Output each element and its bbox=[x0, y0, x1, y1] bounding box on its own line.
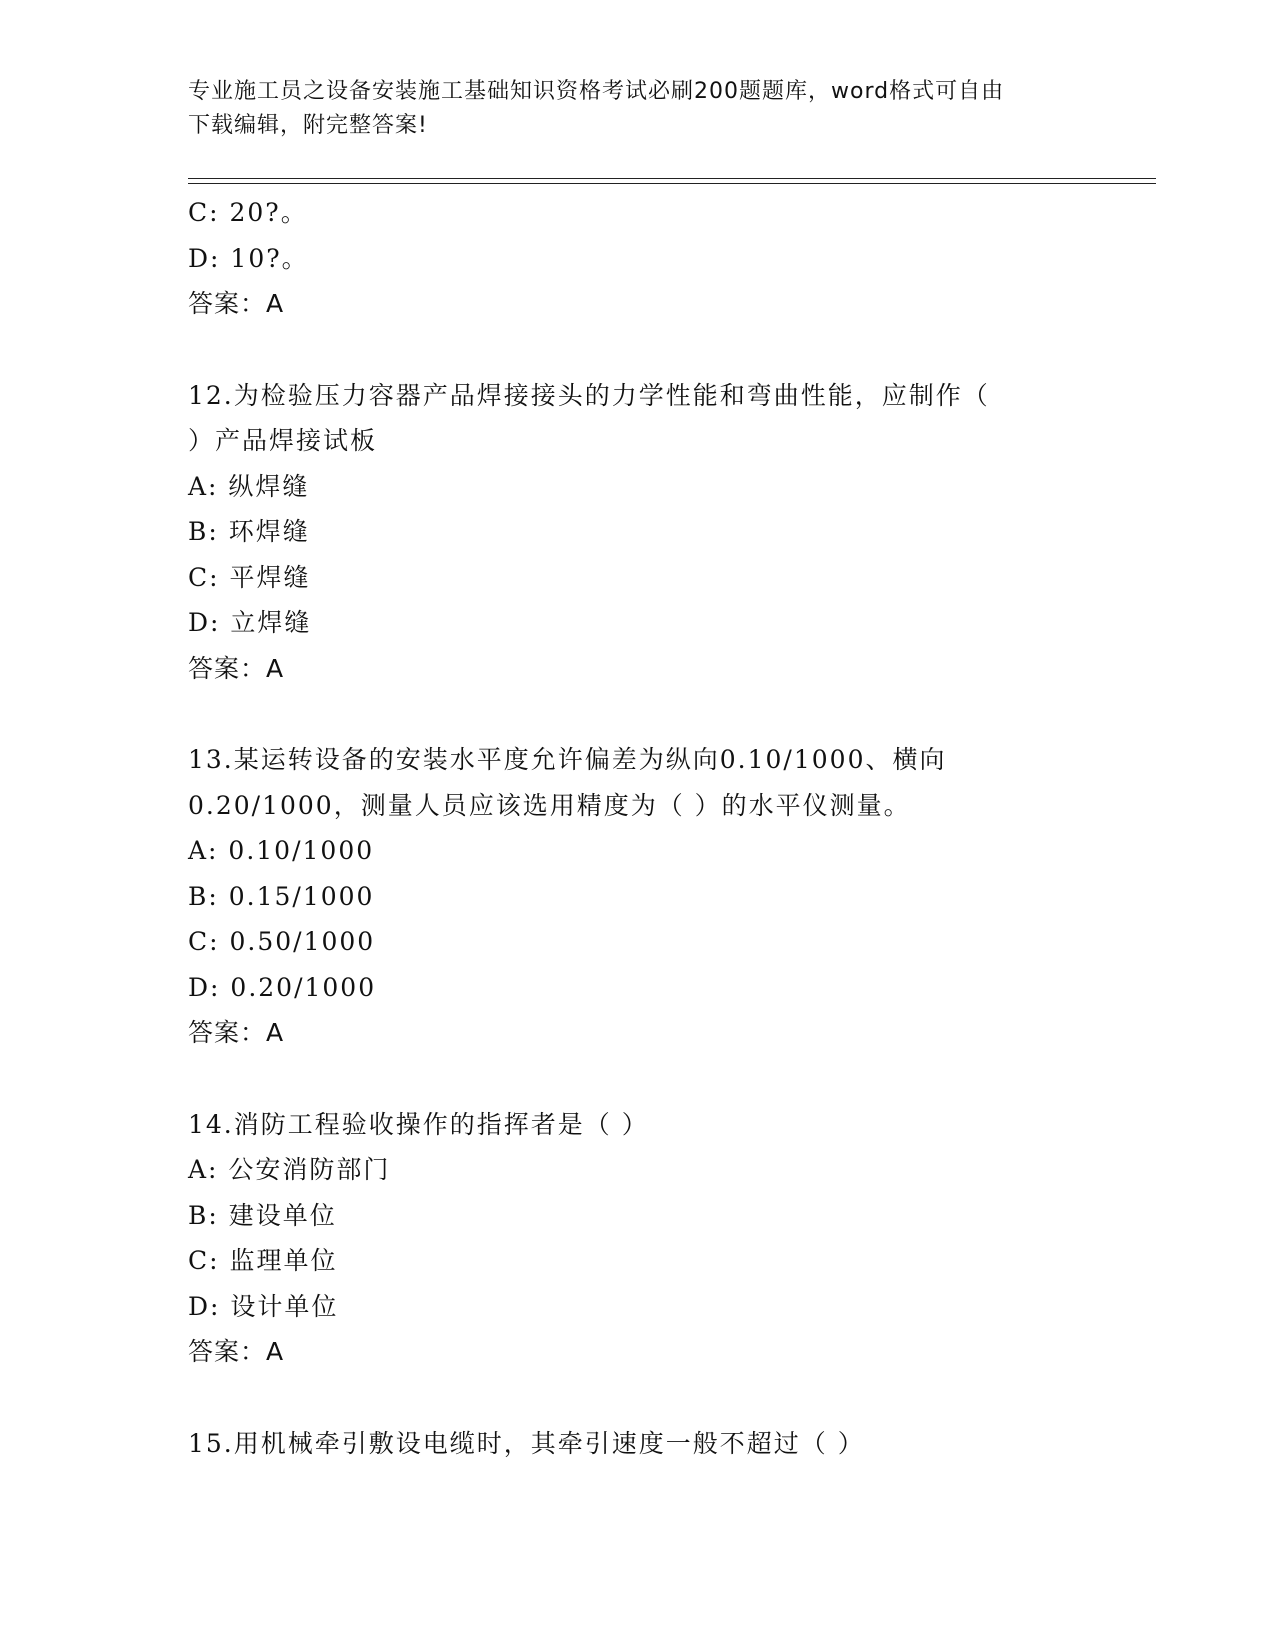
spacer bbox=[188, 327, 1088, 373]
answer-line: 答案：A bbox=[188, 289, 285, 318]
question-stem-continued: 0.20/1000，测量人员应该选用精度为（ ）的水平仪测量。 bbox=[188, 790, 911, 820]
question-stem: 14.消防工程验收操作的指挥者是（ ） bbox=[188, 1109, 649, 1139]
question-stem: 13.某运转设备的安装水平度允许偏差为纵向0.10/1000、横向 bbox=[188, 745, 947, 774]
answer-line: 答案：A bbox=[188, 653, 285, 683]
question-12 bbox=[188, 373, 1088, 692]
option-d: D: 0.20/1000 bbox=[188, 972, 377, 1002]
option-a: A: 0.10/1000 bbox=[188, 836, 375, 865]
document-header bbox=[188, 75, 1068, 143]
option-a: A: 纵焊缝 bbox=[188, 471, 310, 501]
option-a: A: 公安消防部门 bbox=[188, 1155, 391, 1184]
option-b: B: 环焊缝 bbox=[188, 517, 310, 546]
option-d: D: 设计单位 bbox=[188, 1291, 339, 1321]
question-13 bbox=[188, 737, 1088, 1056]
answer-line: 答案：A bbox=[188, 1018, 285, 1047]
header-title-line-2: 下载编辑，附完整答案! bbox=[188, 113, 428, 138]
option-b: B: 建设单位 bbox=[188, 1200, 337, 1230]
header-divider-top bbox=[188, 178, 1156, 179]
option-c: C: 监理单位 bbox=[188, 1246, 338, 1275]
header-title-line-1: 专业施工员之设备安装施工基础知识资格考试必刷200题题库，word格式可自由 bbox=[188, 79, 1005, 104]
answer-line: 答案：A bbox=[188, 1337, 285, 1366]
spacer bbox=[188, 1375, 1088, 1421]
option-c: C: 平焊缝 bbox=[188, 562, 311, 592]
question-14 bbox=[188, 1102, 1088, 1375]
option-c: C: 0.50/1000 bbox=[188, 927, 376, 956]
question-stem: 12.为检验压力容器产品焊接接头的力学性能和弯曲性能，应制作（ bbox=[188, 380, 990, 410]
option-d: D: 10?。 bbox=[188, 243, 309, 273]
question-stem-continued: ）产品焊接试板 bbox=[188, 426, 378, 455]
option-c: C: 20?。 bbox=[188, 198, 308, 227]
option-b: B: 0.15/1000 bbox=[188, 881, 375, 911]
question-content bbox=[188, 190, 1088, 1466]
spacer bbox=[188, 1056, 1088, 1102]
question-stem: 15.用机械牵引敷设电缆时，其牵引速度一般不超过（ ） bbox=[188, 1428, 865, 1458]
question-11-tail bbox=[188, 190, 1088, 327]
spacer bbox=[188, 691, 1088, 737]
header-divider-bottom bbox=[188, 183, 1156, 184]
question-15 bbox=[188, 1421, 1088, 1467]
option-d: D: 立焊缝 bbox=[188, 608, 312, 637]
